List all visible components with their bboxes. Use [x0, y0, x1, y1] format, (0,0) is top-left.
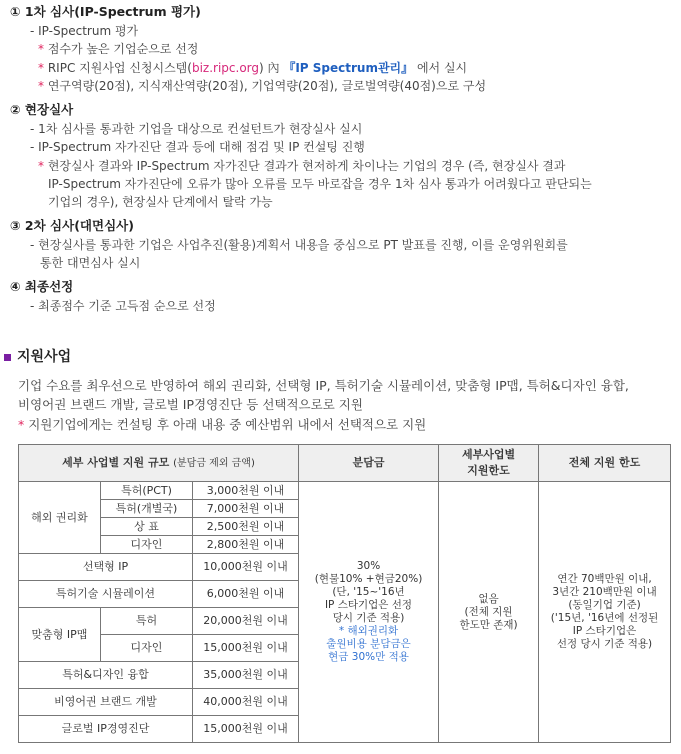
ov-item: 특허(개별국)	[101, 500, 193, 518]
row-value: 6,000천원 이내	[193, 581, 299, 608]
ov-item: 특허(PCT)	[101, 482, 193, 500]
row-value: 40,000천원 이내	[193, 689, 299, 716]
step2-sub1: - 1차 심사를 통과한 기업을 대상으로 컨설턴트가 현장실사 실시	[30, 122, 363, 136]
step3-title: ③ 2차 심사(대면심사)	[10, 218, 134, 233]
header-share: 분담금	[299, 445, 439, 482]
step1-title: ① 1차 심사(IP-Spectrum 평가)	[10, 4, 201, 19]
support-para1: 기업 수요를 최우선으로 반영하여 해외 권리화, 선택형 IP, 특허기술 시뮬레이션, 맞춤형 IP맵, 특허&디자인 융합,	[18, 378, 629, 393]
step1-bullet3: * 연구역량(20점), 지식재산역량(20점), 기업역량(20점), 글로벌역량(40점)으로 구성	[38, 79, 487, 93]
ov-item: 상 표	[101, 518, 193, 536]
share-cell: 30% (현물10% +현금20%) (단, '15~'16년 IP 스타기업은 선정 당시 기준 적용) * 해외권리화 출원비용 분담금은 현금 30%만 적용	[299, 482, 439, 743]
support-para3: * 지원기업에게는 컨설팅 후 아래 내용 중 예산범위 내에서 선택적으로 지원	[18, 417, 427, 432]
custom-ipmap-cell: 맞춤형 IP맵	[19, 608, 101, 662]
support-heading: 지원사업	[4, 346, 71, 366]
total-cell: 연간 70백만원 이내, 3년간 210백만원 이내 (동일기업 기준) ('15년, '16년에 선정된 IP 스타기업은 선정 당시 기준 적용)	[539, 482, 671, 743]
header-total: 전체 지원 한도	[539, 445, 671, 482]
ov-item: 디자인	[101, 536, 193, 554]
step1-bullet2: * RIPC 지원사업 신청시스템(biz.ripc.org) 內 『IP Spectrum관리』 에서 실시	[38, 61, 468, 75]
row-value: 10,000천원 이내	[193, 554, 299, 581]
limit-cell: 없음 (전체 지원 한도만 존재)	[439, 482, 539, 743]
step2-bullet-l1: * 현장실사 결과와 IP-Spectrum 자가진단 결과가 현저하게 차이나는 기업의 경우 (즉, 현장실사 결과	[38, 159, 566, 173]
header-limit: 세부사업별 지원한도	[439, 445, 539, 482]
header-scale: 세부 사업별 지원 규모 (분담금 제외 금액)	[19, 445, 299, 482]
row-name: 선택형 IP	[19, 554, 193, 581]
row-value: 35,000천원 이내	[193, 662, 299, 689]
ov-value: 7,000천원 이내	[193, 500, 299, 518]
ov-value: 3,000천원 이내	[193, 482, 299, 500]
step1-sub: - IP-Spectrum 평가	[30, 24, 139, 38]
step2-sub2: - IP-Spectrum 자가진단 결과 등에 대해 점검 및 IP 컨설팅 진행	[30, 140, 365, 154]
ov-value: 2,500천원 이내	[193, 518, 299, 536]
row-name: 특허&디자인 융합	[19, 662, 193, 689]
step4-title: ④ 최종선정	[10, 279, 74, 294]
overseas-cell: 해외 권리화	[19, 482, 101, 554]
custom-item: 디자인	[101, 635, 193, 662]
step4-l1: - 최종점수 기준 고득점 순으로 선정	[30, 299, 216, 313]
step2-bullet-l3: 기업의 경우), 현장실사 단계에서 탈락 가능	[48, 195, 273, 209]
row-name: 비영어권 브랜드 개발	[19, 689, 193, 716]
support-table	[18, 444, 671, 743]
step3-l1: - 현장실사를 통과한 기업은 사업추진(활용)계획서 내용을 중심으로 PT 발표를 진행, 이를 운영위원회를	[30, 238, 568, 252]
custom-item: 특허	[101, 608, 193, 635]
row-value: 15,000천원 이내	[193, 716, 299, 743]
row-name: 특허기술 시뮬레이션	[19, 581, 193, 608]
ov-value: 2,800천원 이내	[193, 536, 299, 554]
step1-bullet1: * 점수가 높은 기업순으로 선정	[38, 42, 199, 56]
support-para2: 비영어권 브랜드 개발, 글로벌 IP경영진단 등 선택적으로로 지원	[18, 397, 363, 412]
step2-bullet-l2: IP-Spectrum 자가진단에 오류가 많아 오류를 모두 바로잡을 경우 1차 심사 통과가 어려웠다고 판단되는	[48, 177, 592, 191]
custom-value: 15,000천원 이내	[193, 635, 299, 662]
step3-l2: 통한 대면심사 실시	[40, 256, 141, 270]
biz-link[interactable]: biz.ripc.org	[191, 61, 260, 75]
row-name: 글로벌 IP경영진단	[19, 716, 193, 743]
custom-value: 20,000천원 이내	[193, 608, 299, 635]
step2-title: ② 현장실사	[10, 102, 74, 117]
square-bullet-icon	[4, 354, 11, 361]
